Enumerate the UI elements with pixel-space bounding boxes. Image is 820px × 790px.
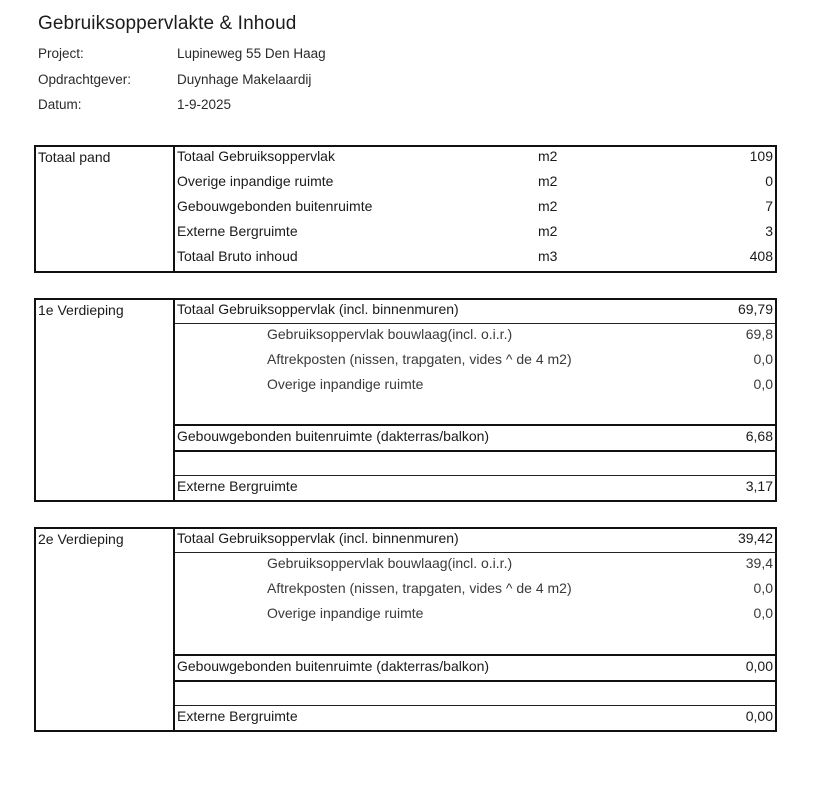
- row-label: Gebouwgebonden buitenruimte (dakterras/balkon): [177, 658, 490, 674]
- bergruimte-row: [175, 475, 775, 500]
- row-label: Totaal Gebruiksoppervlak (incl. binnenmuren): [177, 530, 459, 546]
- sub-row: [175, 602, 775, 627]
- row-value: 408: [749, 248, 773, 264]
- row-unit: m2: [538, 198, 558, 214]
- row-label: Overige inpandige ruimte: [267, 605, 424, 621]
- table-row: [175, 170, 775, 195]
- row-label: Externe Bergruimte: [177, 708, 298, 724]
- section-label: 2e Verdieping: [38, 531, 124, 547]
- row-label: Overige inpandige ruimte: [177, 173, 334, 189]
- row-value: 7: [765, 198, 773, 214]
- row-label: Externe Bergruimte: [177, 223, 298, 239]
- row-label: Totaal Gebruiksoppervlak (incl. binnenmuren): [177, 301, 459, 317]
- row-value: 0: [765, 173, 773, 189]
- row-unit: m2: [538, 173, 558, 189]
- row-value: 3,17: [745, 478, 773, 494]
- row-label: Aftrekposten (nissen, trapgaten, vides ^ de 4 m2): [267, 351, 572, 367]
- client-value: Duynhage Makelaardij: [177, 72, 312, 87]
- row-unit: m2: [538, 148, 558, 164]
- row-value: 0,0: [753, 376, 773, 392]
- row-label: Aftrekposten (nissen, trapgaten, vides ^ de 4 m2): [267, 580, 572, 596]
- buitenruimte-row: [175, 425, 775, 450]
- row-label: Externe Bergruimte: [177, 478, 298, 494]
- row-value: 69,8: [745, 326, 773, 342]
- row-value: 0,0: [753, 580, 773, 596]
- project-label: Project:: [38, 46, 84, 61]
- document-title: Gebruiksoppervlakte & Inhoud: [38, 13, 297, 34]
- project-value: Lupineweg 55 Den Haag: [177, 46, 326, 61]
- row-value: 0,0: [753, 351, 773, 367]
- table-row: [175, 220, 775, 245]
- table-row: [175, 245, 775, 270]
- verdieping-1-table: [34, 298, 777, 502]
- row-label: Totaal Bruto inhoud: [177, 248, 298, 264]
- row-value: 109: [749, 148, 773, 164]
- verdieping-2-table: [34, 527, 777, 732]
- sub-row: [175, 552, 775, 577]
- row-unit: m2: [538, 223, 558, 239]
- row-value: 3: [765, 223, 773, 239]
- bergruimte-row: [175, 705, 775, 730]
- row-value: 0,00: [745, 708, 773, 724]
- total-row: [175, 298, 775, 323]
- row-label: Gebouwgebonden buitenruimte (dakterras/balkon): [177, 428, 490, 444]
- buitenruimte-row: [175, 655, 775, 680]
- row-label: Overige inpandige ruimte: [267, 376, 424, 392]
- section-label: 1e Verdieping: [38, 302, 124, 318]
- row-value: 39,42: [737, 530, 773, 546]
- row-label: Gebouwgebonden buitenruimte: [177, 198, 373, 214]
- sub-row: [175, 348, 775, 373]
- totaal-pand-table: [34, 145, 777, 273]
- row-value: 6,68: [745, 428, 773, 444]
- date-label: Datum:: [38, 97, 82, 112]
- row-value: 39,4: [745, 555, 773, 571]
- table-row: [175, 145, 775, 170]
- sub-row: [175, 323, 775, 348]
- sub-row: [175, 373, 775, 398]
- row-label: Gebruiksoppervlak bouwlaag(incl. o.i.r.): [267, 326, 513, 342]
- sub-row: [175, 577, 775, 602]
- row-divider: [175, 450, 777, 452]
- row-value: 0,00: [745, 658, 773, 674]
- row-label: Totaal Gebruiksoppervlak: [177, 148, 335, 164]
- client-label: Opdrachtgever:: [38, 72, 132, 87]
- row-divider: [175, 680, 777, 682]
- section-label: Totaal pand: [38, 149, 111, 165]
- date-value: 1-9-2025: [177, 97, 232, 112]
- table-row: [175, 195, 775, 220]
- row-unit: m3: [538, 248, 558, 264]
- row-value: 69,79: [737, 301, 773, 317]
- row-label: Gebruiksoppervlak bouwlaag(incl. o.i.r.): [267, 555, 513, 571]
- row-value: 0,0: [753, 605, 773, 621]
- total-row: [175, 527, 775, 552]
